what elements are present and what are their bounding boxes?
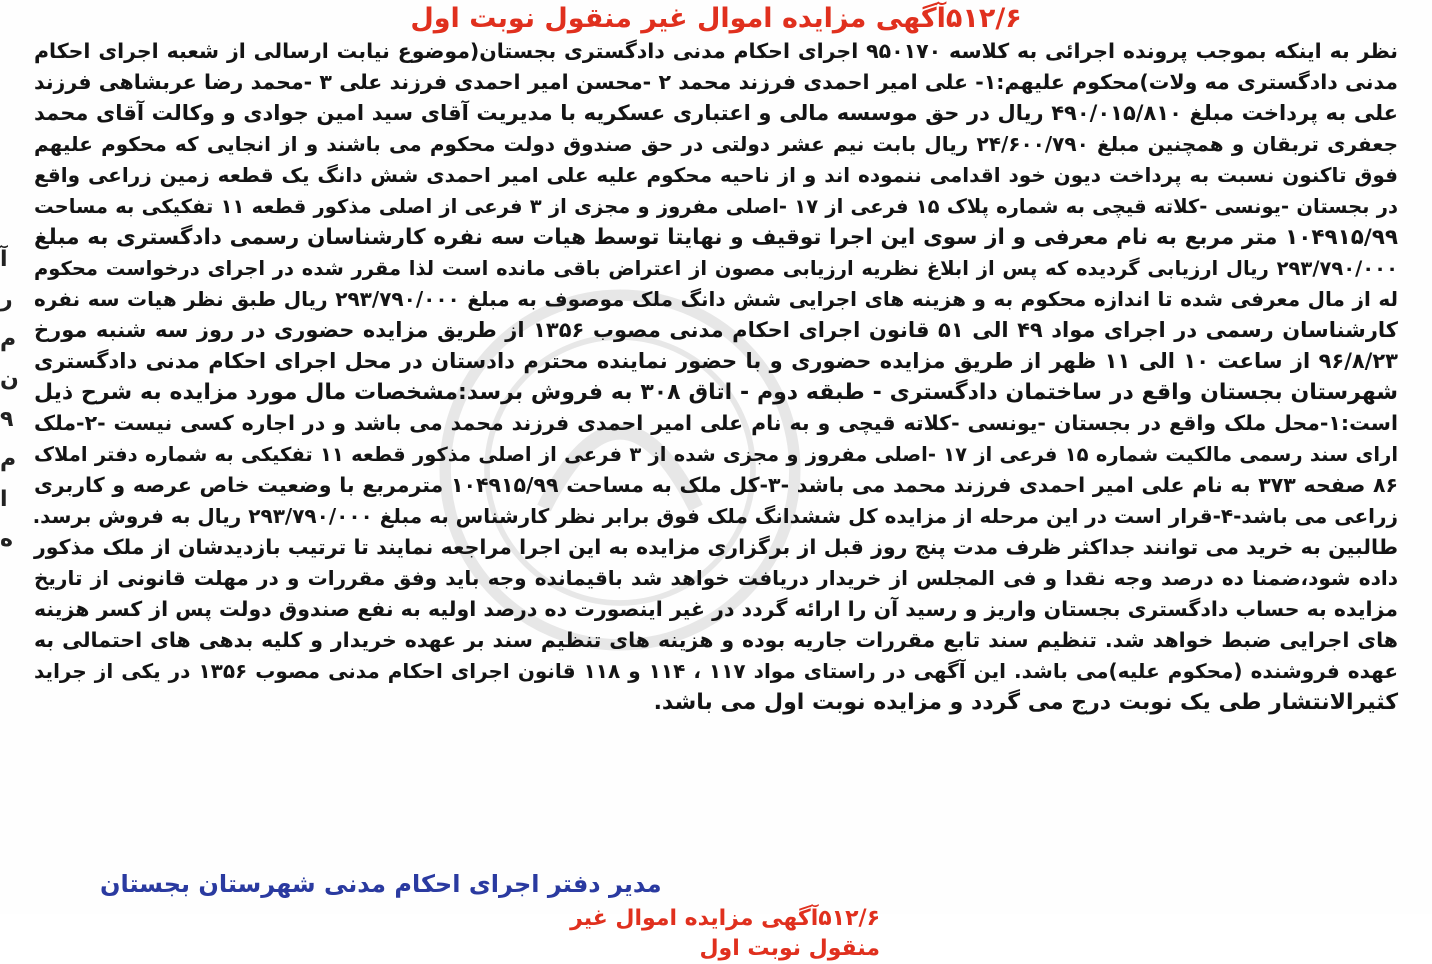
clipped-adjacent-column (0, 240, 19, 914)
ad-line: کارشناسان رسمی در اجرای مواد ۴۹ الی ۵۱ قانون اجرای احکام مدنی مصوب ۱۳۵۶ از طریق مزایده حضوری در روز سه شنبه مورخ (34, 318, 1398, 342)
ad-line: در بجستان -یونسی -کلاته قیچی به شماره پلاک ۱۵ فرعی از ۱۷ -اصلی مفروز و مجزی از ۳ فرعی از اصلی مذکور قطعه ۱۱ تفکیکی به مساحت (34, 195, 1398, 218)
clipped-char: ن (0, 367, 19, 392)
ad-line: فوق تاکنون نسبت به پرداخت دیون خود اقدامی ننموده اند و از ناحیه محکوم علیه علی امیر احمدی شش دانگ یک قطعه زمین زراعی واقع (34, 163, 1398, 187)
ad-line-final: کثیرالانتشار طی یک نوبت درج می گردد و مزایده نوبت اول می باشد. (653, 690, 1398, 715)
ad-line: است:۱-محل ملک واقع در بجستان -یونسی -کلاته قیچی و به نام علی امیر احمدی فرزند محمد می باشد و در اجاره کسی نیست -۲-ملک (34, 411, 1398, 435)
clipped-char: م (0, 447, 17, 472)
clipped-char: ا (0, 487, 8, 512)
ad-line: علی به پرداخت مبلغ ۴۹۰/۰۱۵/۸۱۰ ریال در حق موسسه مالی و اعتباری عسکریه با مدیریت آقای سید امین جوادی و وکالت آقای محمد (34, 101, 1399, 125)
ad-line: مدنی دادگستری مه ولات)محکوم علیهم:۱- علی امیر احمدی فرزند محمد ۲ -محسن امیر احمدی فرزند علی ۳ -محمد رضا عربشاهی فرزند (34, 70, 1399, 94)
ad-line: ۸۶ صفحه ۳۷۳ به نام علی امیر احمدی فرزند محمد می باشد -۳-کل ملک به مساحت ۱۰۴۹۱۵/۹۹ مترمربع با وضعیت خاص عرصه و کاربری (34, 473, 1399, 497)
ad-line: ۹۶/۸/۲۳ از ساعت ۱۰ الی ۱۱ ظهر از طریق مزایده حضوری و با حضور نماینده محترم دادستان در محل اجرای احکام مدنی دادگستری (34, 349, 1398, 373)
ad-body (34, 36, 1398, 718)
ad-line: ۱۰۴۹۱۵/۹۹ متر مربع به نام معرفی و از سوی این اجرا توقیف و نهایتا توسط هیات سه نفره کارشناسان رسمی دادگستری به مبلغ (34, 225, 1398, 250)
ad-line: نظر به اینکه بموجب پرونده اجرائی به کلاسه ۹۵۰۱۷۰ اجرای احکام مدنی دادگستری بجستان(موضوع نیابت ارسالی از شعبه اجرای احکام (34, 39, 1399, 63)
clipped-char: آ (0, 247, 8, 272)
ad-line: جعفری تربقان و همچنین مبلغ ۲۴/۶۰۰/۷۹۰ ریال بابت نیم عشر دولتی در حق صندوق دولت محکوم می باشند و از انجایی که محکوم علیهم (34, 132, 1398, 156)
ad-line: ۲۹۳/۷۹۰/۰۰۰ ریال ارزیابی گردیده که پس از ابلاغ نظریه ارزیابی مصون از اعتراض باقی مانده است لذا مقرر شده در اجرای درخواست محکوم (34, 257, 1398, 280)
clipped-char: ۹ (0, 407, 14, 432)
ad-line: شهرستان بجستان واقع در ساختمان دادگستری - طبقه دوم - اتاق ۳۰۸ به فروش برسد:مشخصات مال مورد مزایده به شرح ذیل (34, 380, 1399, 405)
ad-line: داده شود،ضمنا ده درصد وجه نقدا و فی المجلس از خریدار دریافت خواهد شد باقیمانده وجه باید وفق مقررات و در مهلت قانونی از تاریخ (34, 566, 1398, 590)
ad-title: ۵۱۲/۶آگهی مزایده اموال غیر منقول نوبت اول (410, 3, 1022, 34)
clipped-char: ه (0, 527, 13, 552)
ad-line: عهده فروشنده (محکوم علیه)می باشد. این آگهی در راستای مواد ۱۱۷ ، ۱۱۴ و ۱۱۸ قانون اجرای احکام مدنی مصوب ۱۳۵۶ در یکی از جراید (34, 659, 1399, 683)
clipped-char: ر (0, 287, 13, 312)
ad-line: ارای سند رسمی مالکیت شماره ۱۵ فرعی از ۱۷ -اصلی مفروز و مجزی شده از ۳ فرعی از اصلی مذکور قطعه ۱۱ تفکیکی به شماره دفتر املاک (34, 443, 1399, 466)
ad-line: طالبین به خرید می توانند جداکثر ظرف مدت پنج روز قبل از برگزاری مزایده به این اجرا مراجعه نمایند تا ترتیب بازدیدشان از ملک مذکور (34, 535, 1398, 559)
clipped-char: م (0, 327, 17, 352)
ad-line: له از مال معرفی شده تا اندازه محکوم به و هزینه های اجرایی شش دانگ ملک موصوف به مبلغ ۲۹۳/۷۹۰/۰۰۰ ریال طبق نظر هیات سه نفره (34, 287, 1399, 311)
ad-line: مزایده به حساب دادگستری بجستان واریز و رسید آن را ارائه گردد در غیر اینصورت ده درصد اولیه به نفع صندوق دولت پس از کسر هزینه (34, 597, 1398, 621)
signature-line: مدیر دفتر اجرای احکام مدنی شهرستان بجستان (100, 870, 662, 898)
next-ad-title-cut: ۵۱۲/۶آگهی مزایده اموال غیر منقول نوبت اول (570, 906, 880, 961)
ad-line: های اجرایی ضبط خواهد شد. تنظیم سند تابع مقررات جاریه بوده و هزینه های تنظیم سند بر عهده خریدار و کلیه بدهی های احتمالی به (34, 628, 1398, 652)
ad-line: زراعی می باشد-۴-قرار است در این مرحله از مزایده کل ششدانگ ملک فوق برابر نظر کارشناس به مبلغ ۲۹۳/۷۹۰/۰۰۰ ریال به فروش برسد. (32, 504, 1398, 528)
